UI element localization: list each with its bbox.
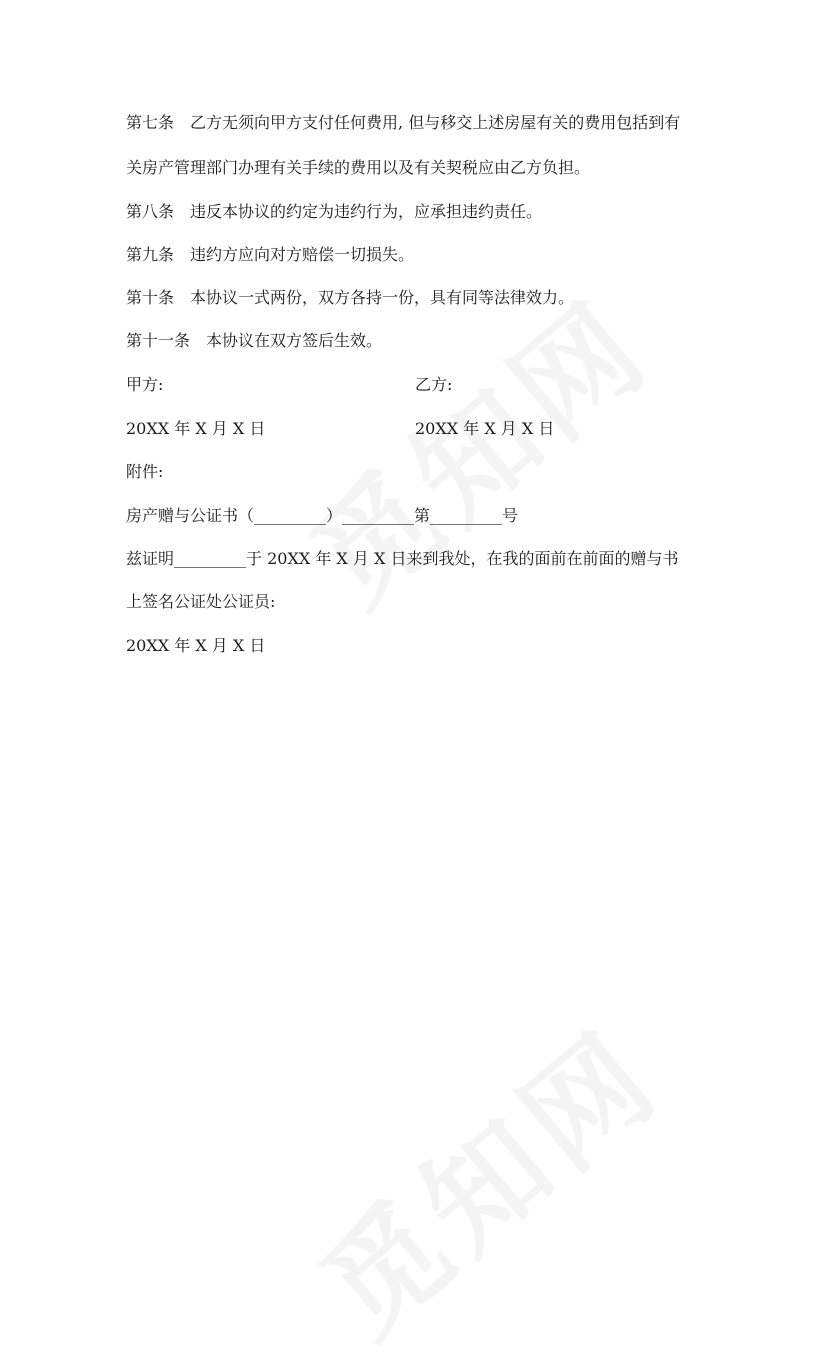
party-a-label: 甲方:	[126, 375, 164, 394]
article-8	[126, 201, 542, 223]
article-9-label: 第九条	[126, 245, 175, 264]
party-b-label: 乙方:	[415, 375, 453, 394]
watermark-bottom	[280, 985, 689, 1367]
article-7-text-line1: 乙方无须向甲方支付任何费用, 但与移交上述房屋有关的费用包括到有	[190, 113, 681, 132]
article-10-label: 第十条	[126, 288, 175, 307]
article-9-text: 违约方应向对方赔偿一切损失。	[190, 245, 415, 264]
party-a-date: 20XX 年 X 月 X 日	[126, 419, 266, 438]
article-10-text: 本协议一式两份，双方各持一份，具有同等法律效力。	[190, 288, 575, 307]
article-8-text: 违反本协议的约定为违约行为，应承担违约责任。	[190, 202, 543, 221]
article-7-text-line2: 关房产管理部门办理有关手续的费用以及有关契税应由乙方负担。	[126, 158, 591, 177]
article-11-text: 本协议在双方签后生效。	[206, 331, 383, 350]
notary-title: 房产赠与公证书（_________）_________第_________号	[126, 506, 519, 525]
article-8-label: 第八条	[126, 202, 175, 221]
article-10	[126, 287, 574, 309]
article-11-label: 第十一条	[126, 331, 191, 350]
article-11	[126, 330, 382, 352]
article-7-label: 第七条	[126, 113, 175, 132]
attachment-date: 20XX 年 X 月 X 日	[126, 636, 266, 655]
certify-line2: 上签名公证处公证员:	[126, 592, 276, 611]
article-9	[126, 244, 414, 266]
attachment-label: 附件:	[126, 462, 164, 481]
article-7-line2	[126, 157, 590, 179]
article-7	[126, 112, 680, 134]
watermark	[270, 255, 679, 637]
certify-line1: 兹证明_________于 20XX 年 X 月 X 日来到我处，在我的面前在前面的赠与书	[126, 549, 679, 568]
party-b-date: 20XX 年 X 月 X 日	[415, 419, 555, 438]
